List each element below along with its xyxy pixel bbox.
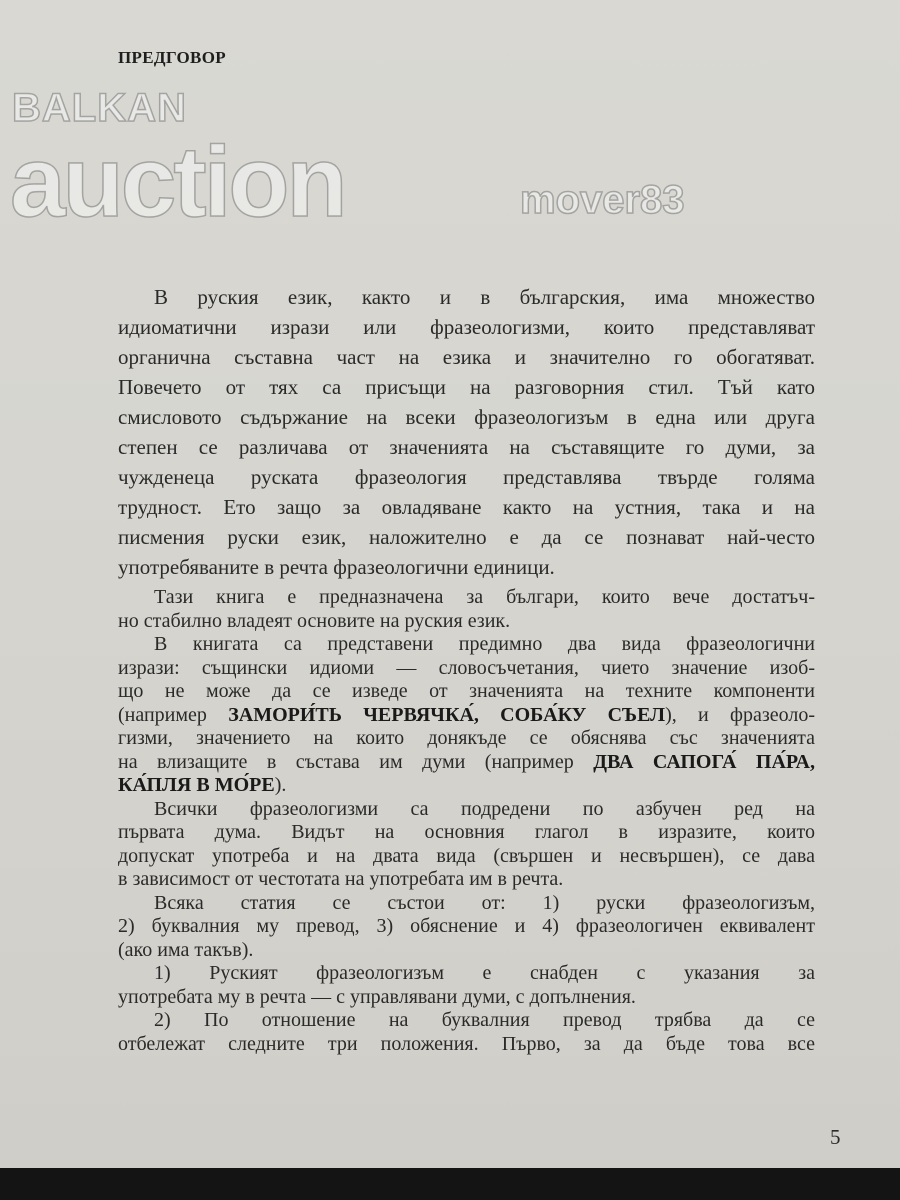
text-line bbox=[118, 492, 815, 522]
text-line bbox=[118, 342, 815, 372]
text-line bbox=[118, 915, 815, 939]
text-line bbox=[118, 282, 815, 312]
watermark-auction: auction bbox=[10, 126, 345, 238]
page-edge-shadow bbox=[0, 1168, 900, 1200]
text-line bbox=[118, 751, 815, 775]
text-line bbox=[118, 1033, 815, 1057]
text-segment: идиоматични изрази или фразеологизми, които представляват bbox=[118, 315, 815, 339]
text-segment: смисловото съдържание на всеки фразеологизъм в една или друга bbox=[118, 405, 815, 429]
text-segment: Повечето от тях са присъщи на разговорния стил. Тъй като bbox=[118, 375, 815, 399]
text-line bbox=[118, 610, 815, 634]
text-line bbox=[118, 962, 815, 986]
text-line bbox=[118, 657, 815, 681]
text-segment: изрази: същински идиоми — словосъчетания, чието значение изоб- bbox=[118, 656, 815, 679]
text-segment: на влизащите в състава им думи (например bbox=[118, 750, 594, 773]
watermark-balkan: BALKAN bbox=[12, 86, 187, 130]
text-line bbox=[118, 1009, 815, 1033]
text-segment: 2) буквалния му превод, 3) обяснение и 4) фразеологичен еквивалент bbox=[118, 915, 815, 937]
text-segment: (например bbox=[118, 703, 229, 726]
text-segment: в зависимост от честотата на употребата им в речта. bbox=[118, 868, 564, 890]
page-number: 5 bbox=[830, 1125, 841, 1149]
text-line bbox=[118, 845, 815, 869]
paragraph bbox=[118, 633, 815, 798]
text-line bbox=[118, 312, 815, 342]
text-line bbox=[118, 727, 815, 751]
text-line bbox=[118, 372, 815, 402]
text-line bbox=[118, 892, 815, 916]
text-segment: но стабилно владеят основите на руския език. bbox=[118, 609, 511, 632]
text-segment: ), и фразеоло- bbox=[665, 703, 815, 726]
text-segment: 2) По отношение на буквалния превод трябва да се bbox=[154, 1009, 815, 1031]
page-title: ПРЕДГОВОР bbox=[118, 48, 226, 67]
text-segment: употребяваните в речта фразеологични единици. bbox=[118, 555, 555, 579]
text-segment: В руския език, както и в българския, има множество bbox=[154, 285, 815, 309]
text-line bbox=[118, 704, 815, 728]
paragraph bbox=[118, 962, 815, 1009]
paragraph bbox=[118, 892, 815, 963]
text-line bbox=[118, 939, 815, 963]
text-line bbox=[118, 633, 815, 657]
text-segment: първата дума. Видът на основния глагол в изразите, които bbox=[118, 821, 815, 843]
text-segment: В книгата са представени предимно два вида фразеологични bbox=[154, 633, 815, 655]
text-segment: трудност. Ето защо за овладяване както на устния, така и на bbox=[118, 495, 815, 519]
paragraph bbox=[118, 798, 815, 892]
text-line bbox=[118, 522, 815, 552]
text-segment: Всички фразеологизми са подредени по азбучен ред на bbox=[154, 797, 815, 820]
text-segment: допускат употреба и на двата вида (свършен и несвършен), се дава bbox=[118, 844, 815, 867]
watermark-user: mover83 bbox=[520, 178, 685, 222]
text-line bbox=[118, 462, 815, 492]
idiom-example: КА́ПЛЯ В МО́РЕ bbox=[118, 774, 275, 796]
text-segment: 1) Руският фразеологизъм е снабден с указания за bbox=[154, 962, 815, 984]
idiom-example: ДВА САПОГА́ ПА́РА, bbox=[593, 750, 815, 773]
text-segment: степен се различава от значенията на съставящите го думи, за bbox=[118, 435, 815, 459]
text-line bbox=[118, 432, 815, 462]
paragraph bbox=[118, 282, 815, 582]
text-segment: Всяка статия се състои от: 1) руски фразеологизъм, bbox=[154, 891, 815, 914]
text-line bbox=[118, 586, 815, 610]
text-line bbox=[118, 402, 815, 432]
text-segment: Тази книга е предназначена за българи, които вече достатъч- bbox=[154, 586, 815, 608]
text-segment: употребата му в речта — с управлявани думи, с допълнения. bbox=[118, 985, 636, 1008]
idiom-example: ЗАМОРИ́ТЬ ЧЕРВЯЧКА́, СОБА́КУ СЪЕЛ bbox=[228, 703, 666, 726]
text-segment: писмения руски език, наложително е да се познават най-често bbox=[118, 525, 815, 549]
text-segment: ). bbox=[274, 774, 287, 796]
text-segment: (ако има такъв). bbox=[118, 938, 254, 961]
text-line bbox=[118, 680, 815, 704]
text-segment: чужденеца руската фразеология представлява твърде голяма bbox=[118, 465, 815, 489]
text-line bbox=[118, 774, 815, 798]
text-segment: що не може да се изведе от значенията на техните компоненти bbox=[118, 680, 815, 702]
text-segment: отбележат следните три положения. Първо, за да бъде това все bbox=[118, 1032, 815, 1055]
text-line bbox=[118, 821, 815, 845]
text-line bbox=[118, 986, 815, 1010]
text-line bbox=[118, 868, 815, 892]
text-segment: гизми, значението на които донякъде се обяснява със значенията bbox=[118, 727, 815, 749]
text-segment: органична съставна част на езика и значително го обогатяват. bbox=[118, 345, 815, 369]
paragraph bbox=[118, 586, 815, 633]
text-line bbox=[118, 798, 815, 822]
preface-text-top bbox=[118, 282, 815, 582]
text-line bbox=[118, 552, 815, 582]
paragraph bbox=[118, 1009, 815, 1056]
preface-text-bottom bbox=[118, 586, 815, 1056]
